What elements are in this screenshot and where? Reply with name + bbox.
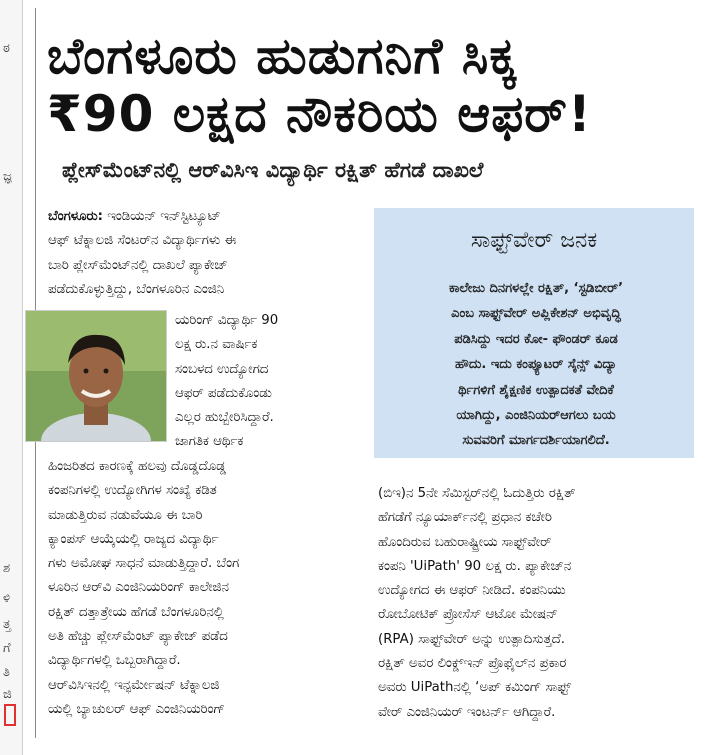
text-line: ಬಾರಿ ಪ್ಲೇಸ್‌ಮೆಂಟ್‌ನಲ್ಲಿ ದಾಖಲೆ ಪ್ಯಾಕೇಜ್ — [48, 257, 228, 273]
text-line: (RPA) ಸಾಫ್ಟ್‌ವೇರ್ ಅನ್ನು ಉತ್ಪಾದಿಸುತ್ತದೆ. — [378, 631, 566, 647]
headline-line-1: ಬೆಂಗಳೂರು ಹುಡುಗನಿಗೆ ಸಿಕ್ಕ — [47, 27, 518, 85]
edge-text-fragment: ಶ — [3, 561, 11, 576]
text-line: ಲಕ್ಷ ರು.ನ ವಾರ್ಷಿಕ — [175, 337, 258, 353]
text-line: ವಿದ್ಯಾರ್ಥಿಗಳಲ್ಲಿ ಒಬ್ಬರಾಗಿದ್ದಾರೆ. — [48, 653, 181, 669]
subheadline: ಪ್ಲೇಸ್‌ಮೆಂಟ್‌ನಲ್ಲಿ ಆರ್‌ವಿಸಿಇ ವಿದ್ಯಾರ್ಥಿ ರಕ್ಷಿತ್ ಹೆಗಡೆ ದಾಖಲೆ — [62, 158, 484, 182]
text-line: ಗಳು ಅಮೋಘ ಸಾಧನೆ ಮಾಡುತ್ತಿದ್ದಾರೆ. ಬೆಂಗ — [48, 556, 240, 572]
left-column-bottom — [48, 455, 358, 722]
text-line: ಜಾಗತಿಕ ಆರ್ಥಿಕ — [175, 434, 244, 450]
text-line: ಆಫರ್ ಪಡೆದುಕೊಂಡು — [175, 385, 272, 401]
text-line: ಆರ್‌ವಿಸಿಇನಲ್ಲಿ ಇನ್ಫರ್ಮೇಷನ್ ಟೆಕ್ನಾಲಜಿ — [48, 677, 220, 693]
sidebar-body — [386, 276, 686, 454]
text-line: ಕಂಪನಿಗಳಲ್ಲಿ ಉದ್ಯೋಗಿಗಳ ಸಂಖ್ಯೆ ಕಡಿತ — [48, 483, 217, 499]
text-line: ಹಿಂಜರಿತದ ಕಾರಣಕ್ಕೆ ಹಲವು ದೊಡ್ಡದೊಡ್ಡ — [48, 459, 227, 474]
text-line: ಯರಿಂಗ್ ವಿದ್ಯಾರ್ಥಿ 90 — [175, 313, 279, 328]
text-line: ಳೂರಿನ ಆರ್‌ವಿ ಎಂಜಿನಿಯರಿಂಗ್ ಕಾಲೇಜಿನ — [48, 580, 229, 596]
student-photo — [25, 310, 167, 442]
edge-text-fragment: ಠ — [3, 41, 10, 56]
edge-red-box — [4, 704, 16, 726]
text-line: ಹೆಗಡೆಗೆ ನ್ಯೂಯಾರ್ಕ್‌ನಲ್ಲಿ ಪ್ರಧಾನ ಕಚೇರಿ — [378, 510, 552, 526]
headline-line-2: ₹90 ಲಕ್ಷದ ನೌಕರಿಯ ಆಫರ್! — [47, 85, 592, 143]
left-column-top — [48, 205, 358, 302]
text-line: ವೇರ್ ಎಂಜಿನಿಯರ್ ಇಂಟರ್ನ್ ಆಗಿದ್ದಾರೆ. — [378, 704, 556, 720]
text-line: ಎಲ್ಲರ ಹುಬ್ಬೇರಿಸಿದ್ದಾರೆ. — [175, 410, 274, 426]
text-line: ಹೊಂದಿರುವ ಬಹುರಾಷ್ಟ್ರೀಯ ಸಾಫ್ಟ್‌ವೇರ್ — [378, 534, 552, 550]
edge-text-fragment: ಳಿ — [3, 591, 11, 606]
edge-text-fragment: ಗೆ — [3, 641, 11, 656]
edge-text-fragment: ತ್ತ — [3, 617, 11, 632]
sidebar-box — [374, 208, 694, 458]
text-line: ಯಾಗಿದ್ದು, ಎಂಜಿನಿಯರ್‌ಆಗಲು ಬಯ — [456, 408, 616, 424]
edge-text-fragment: ತಿ — [3, 665, 10, 680]
text-line: ರ್ಥಿಗಳಿಗೆ ಶೈಕ್ಷಣಿಕ ಉತ್ಪಾದಕತೆ ವೇದಿಕೆ — [458, 382, 614, 398]
text-line: (ಬಿಇ)ನ 5ನೇ ಸೆಮಿಸ್ಟರ್‌ನಲ್ಲಿ ಓದುತ್ತಿರು ರಕ್ಷಿತ್ — [378, 486, 576, 501]
right-column — [378, 482, 698, 725]
text-fragment: ಇಂಡಿಯನ್ ಇನ್‌ಸ್ಟಿಟ್ಯೂಟ್ — [102, 209, 221, 224]
left-column-wrap — [175, 309, 360, 455]
dateline: ಬೆಂಗಳೂರು: — [48, 209, 103, 224]
text-line: ಪಡೆದುಕೊಳ್ಳುತ್ತಿದ್ದು, ಬೆಂಗಳೂರಿನ ಎಂಜಿನಿ — [48, 281, 225, 297]
text-line — [48, 205, 358, 229]
text-line: ಸುವವರಿಗೆ ಮಾರ್ಗದರ್ಶಿಯಾಗಲಿದೆ. — [462, 433, 610, 449]
text-line: ರಕ್ಷಿತ್ ದತ್ತಾತ್ರೇಯ ಹೆಗಡೆ ಬೆಂಗಳೂರಿನಲ್ಲಿ — [48, 604, 224, 620]
text-line: ಕಾಲೇಜು ದಿನಗಳಲ್ಲೇ ರಕ್ಷಿತ್, ‘ಸ್ಟಡಿಬೀರ್’ — [448, 281, 624, 296]
text-line: ಮಾಡುತ್ತಿರುವ ನಡುವೆಯೂ ಈ ಬಾರಿ — [48, 507, 203, 523]
sidebar-title: ಸಾಫ್ಟ್‌ವೇರ್ ಜನಕ — [470, 228, 598, 253]
text-line: ರಕ್ಷಿತ್ ಅವರ ಲಿಂಕ್ಡ್‌ಇನ್ ಪ್ರೊಫೈಲ್‌ನ ಪ್ರಕಾರ — [378, 656, 567, 672]
text-line: ಯಲ್ಲಿ ಬ್ಯಾಚುಲರ್ ಆಫ್ ಎಂಜಿನಿಯರಿಂಗ್ — [48, 701, 225, 717]
text-line: ಕಂಪನಿ 'UiPath' 90 ಲಕ್ಷ ರು. ಪ್ಯಾಕೇಜ್‌ನ — [378, 558, 572, 574]
text-line: ಪಡಿಸಿದ್ದು ಇದರ ಕೋ- ಫೌಂಡರ್ ಕೂಡ — [454, 331, 618, 347]
edge-text-fragment: ಜ್ಞ — [3, 169, 12, 184]
text-line: ಆಫ್ ಟೆಕ್ನಾಲಜಿ ಸೆಂಟರ್‌ನ ವಿದ್ಯಾರ್ಥಿಗಳು ಈ — [48, 233, 237, 249]
portrait-image — [26, 311, 166, 441]
text-line: ಅವರು UiPathನಲ್ಲಿ ‘ಅಪ್ ಕಮಿಂಗ್ ಸಾಫ್ಟ್ — [378, 680, 572, 696]
text-line: ಉದ್ಯೋಗದ ಈ ಆಫರ್ ನೀಡಿದೆ. ಕಂಪನಿಯು — [378, 583, 566, 599]
adjacent-article-edge — [0, 0, 23, 755]
edge-text-fragment: ಜಿ — [3, 687, 12, 702]
text-line: ಕ್ಯಾಂಪಸ್ ಆಯ್ಕೆಯಲ್ಲಿ ರಾಜ್ಯದ ವಿದ್ಯಾರ್ಥಿ — [48, 531, 219, 547]
text-line: ಸಂಬಳದ ಉದ್ಯೋಗದ — [175, 361, 269, 377]
text-line: ಎಂಬ ಸಾಫ್ಟ್‌ವೇರ್ ಅಪ್ಲಿಕೇಶನ್ ಅಭಿವೃದ್ಧಿ — [451, 306, 621, 322]
text-line: ಅತಿ ಹೆಚ್ಚು ಪ್ಲೇಸ್‌ಮೆಂಟ್ ಪ್ಯಾಕೇಜ್ ಪಡೆದ — [48, 629, 228, 645]
text-line: ರೋಬೋಟಿಕ್ ಪ್ರೋಸೆಸ್ ಆಟೋ ಮೇಷನ್ — [378, 607, 558, 623]
text-line: ಹೌದು. ಇದು ಕಂಪ್ಯೂಟರ್ ಸೈನ್ಸ್ ವಿದ್ಯಾ — [454, 357, 617, 373]
